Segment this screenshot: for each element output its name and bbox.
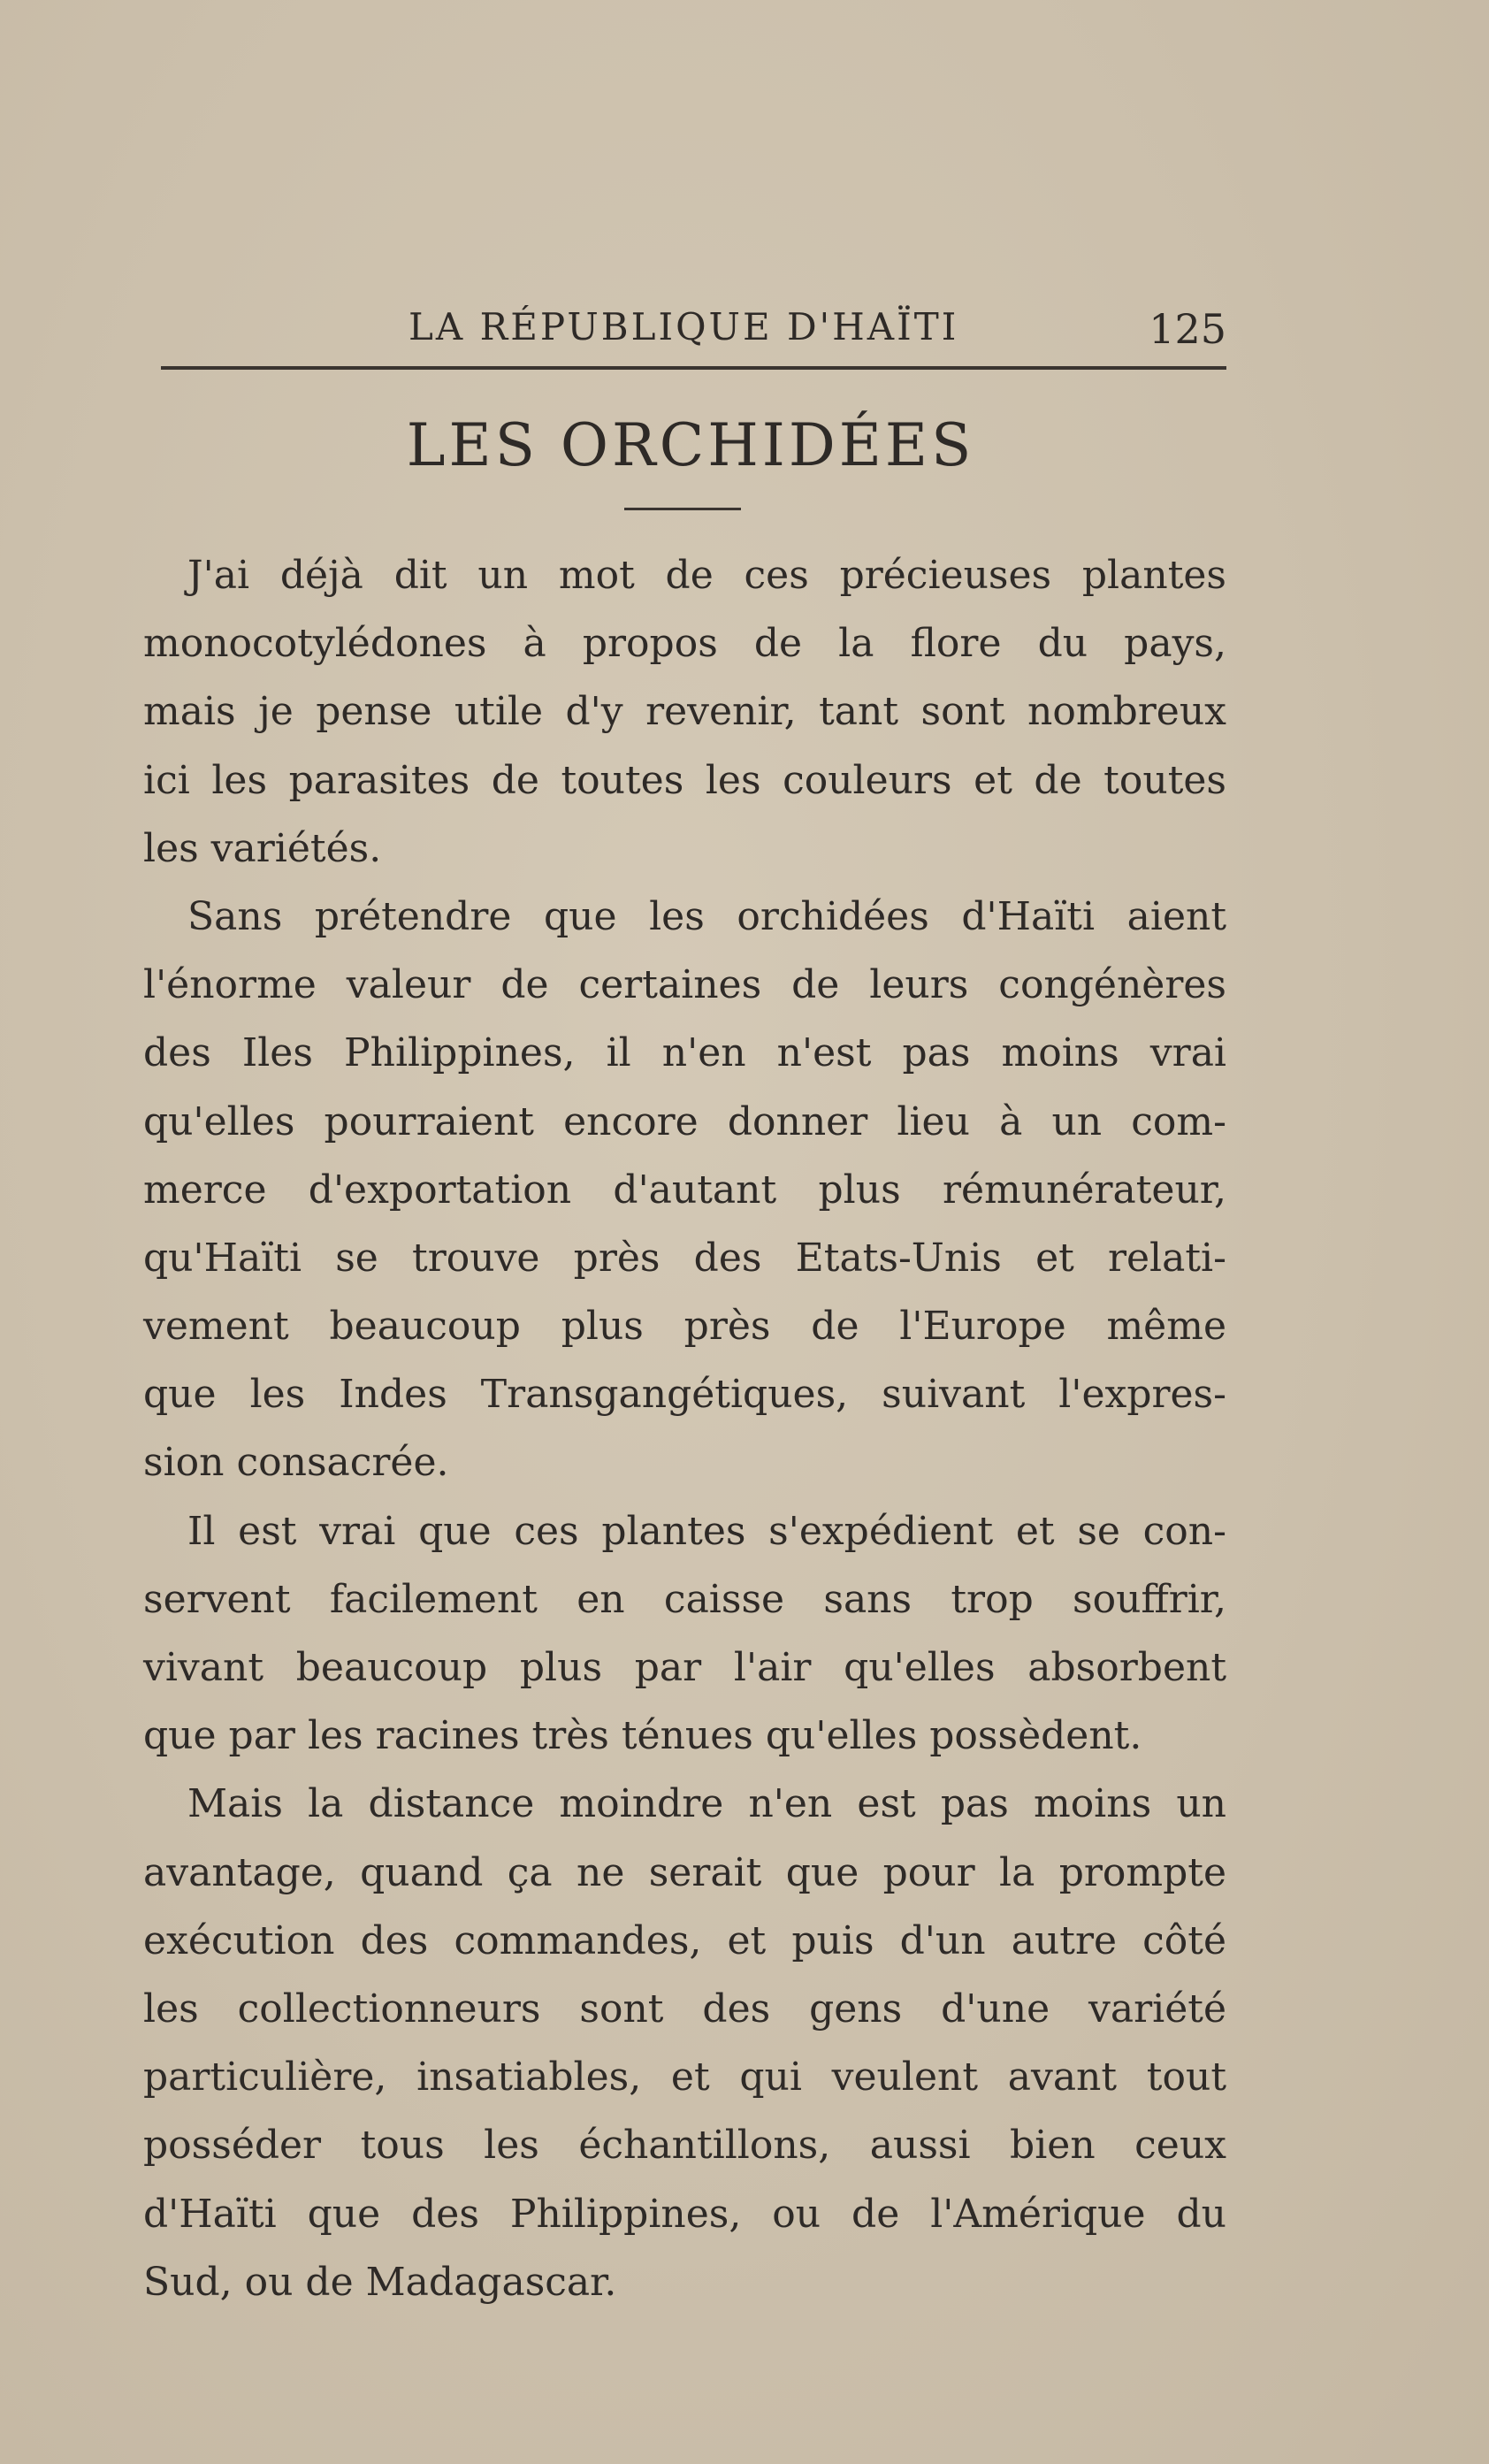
running-head <box>161 305 1226 369</box>
text-line: l'énorme valeur de certaines de leurs congénères <box>143 962 1226 1008</box>
body-text <box>143 541 1226 2316</box>
chapter-title: LES ORCHIDÉES <box>406 411 975 479</box>
text-line: exécution des commandes, et puis d'un autre côté <box>143 1917 1226 1963</box>
text-line: qu'elles pourraient encore donner lieu à un com- <box>143 1098 1226 1144</box>
text-line: merce d'exportation d'autant plus rémunérateur, <box>143 1167 1226 1213</box>
text-line: particulière, insatiables, et qui veulent avant tout <box>143 2055 1226 2101</box>
text-line: J'ai déjà dit un mot de ces précieuses plantes <box>187 553 1226 598</box>
text-line: les variétés. <box>143 825 382 871</box>
text-line: vement beaucoup plus près de l'Europe même <box>143 1304 1226 1350</box>
text-line: avantage, quand ça ne serait que pour la prompte <box>143 1849 1226 1895</box>
text-line: que par les racines très ténues qu'elles possèdent. <box>143 1713 1142 1759</box>
text-line: sion consacrée. <box>143 1440 449 1486</box>
text-line: Sud, ou de Madagascar. <box>143 2259 617 2305</box>
running-title: LA RÉPUBLIQUE D'HAÏTI <box>409 305 959 348</box>
text-line: les collectionneurs sont des gens d'une variété <box>143 1986 1226 2032</box>
text-line: posséder tous les échantillons, aussi bien ceux <box>143 2123 1226 2169</box>
text-line: vivant beaucoup plus par l'air qu'elles absorbent <box>143 1645 1226 1690</box>
text-line: d'Haïti que des Philippines, ou de l'Amérique du <box>143 2191 1226 2237</box>
title-rule <box>624 508 741 510</box>
text-line: servent facilement en caisse sans trop souffrir, <box>143 1576 1226 1622</box>
text-line: Sans prétendre que les orchidées d'Haïti aient <box>187 893 1226 939</box>
text-line: Mais la distance moindre n'en est pas moins un <box>187 1781 1226 1827</box>
text-line: mais je pense utile d'y revenir, tant sont nombreux <box>143 689 1226 735</box>
text-line: monocotylédones à propos de la flore du pays, <box>143 621 1226 667</box>
page-number: 125 <box>1149 305 1226 353</box>
text-line: qu'Haïti se trouve près des Etats-Unis et relati- <box>143 1235 1226 1281</box>
text-line: des Iles Philippines, il n'en n'est pas moins vrai <box>143 1030 1226 1076</box>
text-line: ici les parasites de toutes les couleurs et de toutes <box>143 757 1226 803</box>
header-rule <box>161 366 1226 370</box>
text-line: Il est vrai que ces plantes s'expédient et se con- <box>187 1508 1226 1554</box>
text-line: que les Indes Transgangétiques, suivant l'expres- <box>143 1372 1226 1418</box>
